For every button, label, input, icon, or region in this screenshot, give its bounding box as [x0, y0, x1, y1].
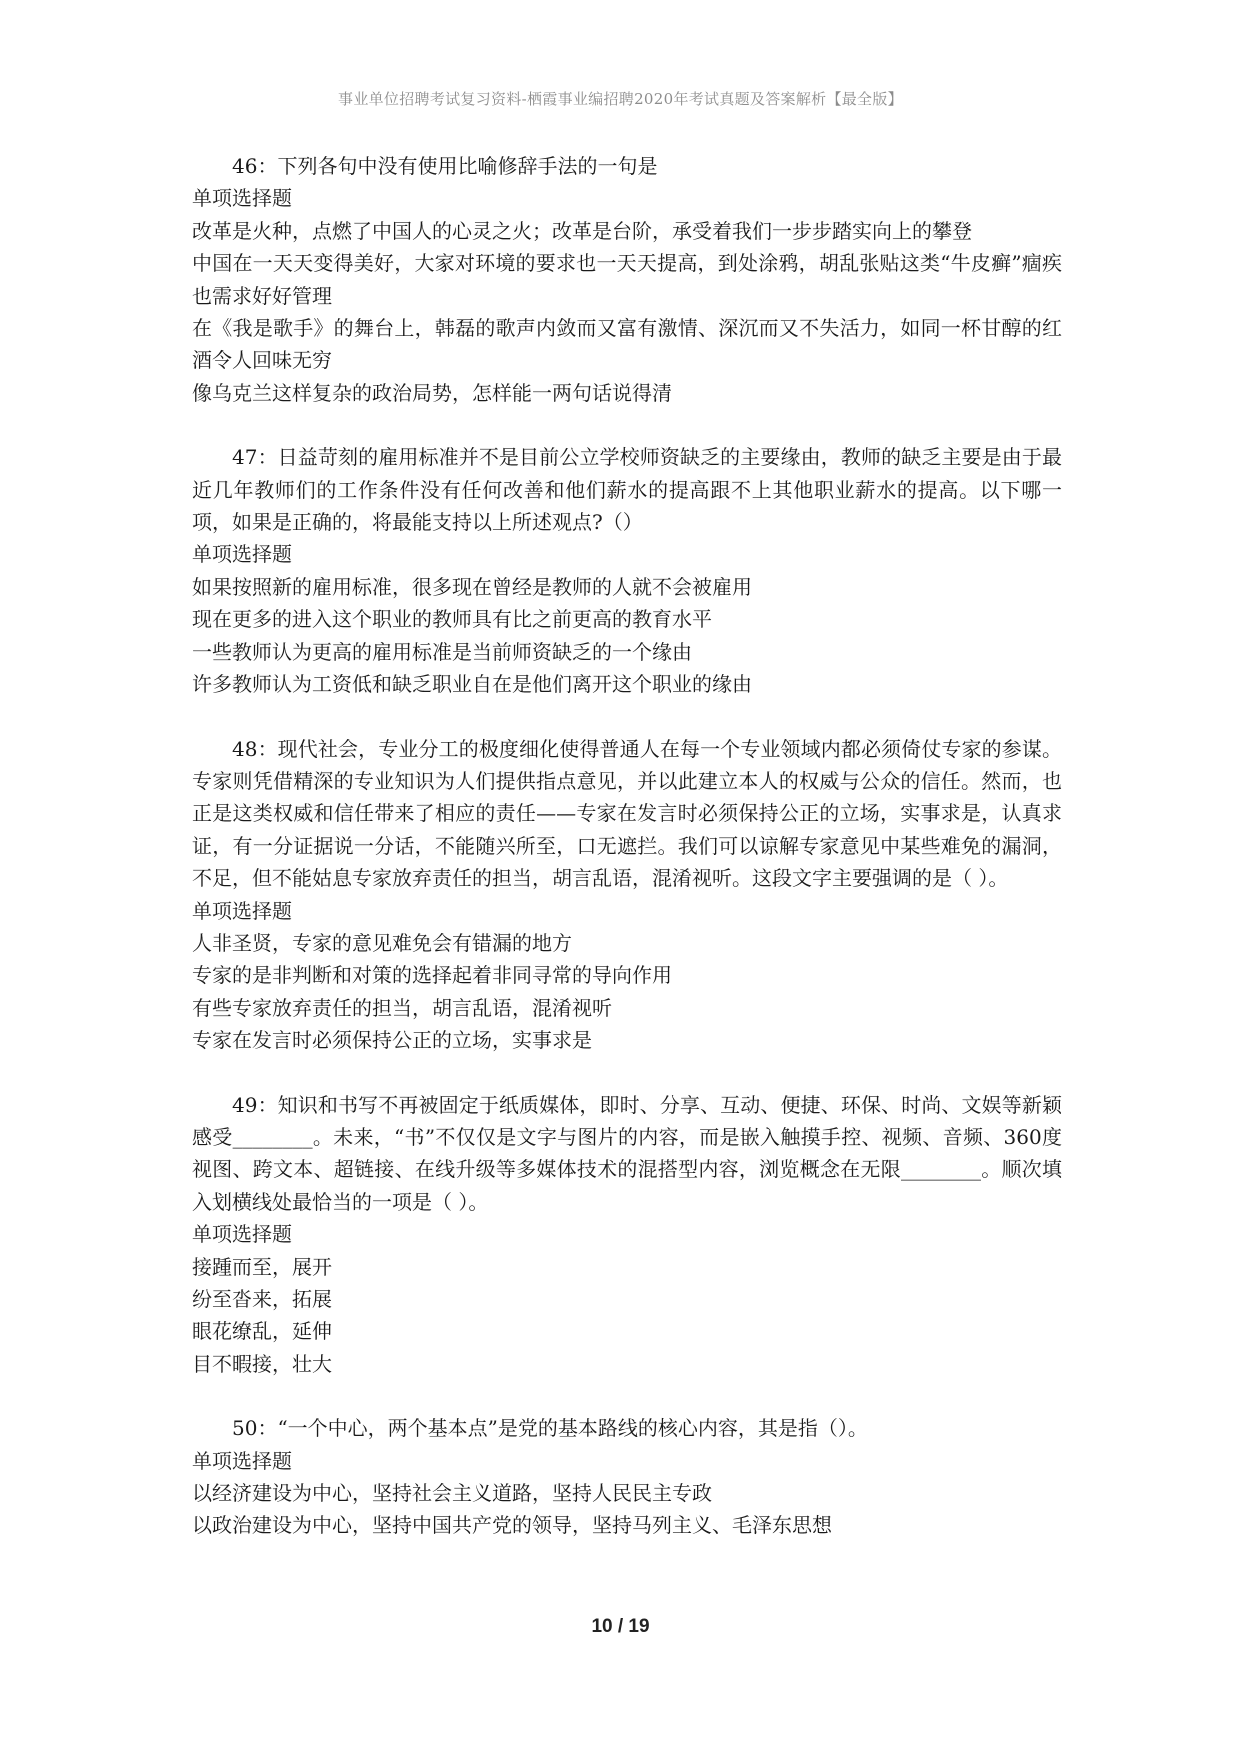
- option: 如果按照新的雇用标准，很多现在曾经是教师的人就不会被雇用: [192, 574, 752, 599]
- question-49: [192, 1089, 1062, 1381]
- option: 目不暇接，壮大: [192, 1351, 332, 1376]
- question-type: 单项选择题: [192, 1448, 292, 1473]
- question-48: [192, 733, 1062, 1057]
- option: 眼花缭乱，延伸: [192, 1319, 332, 1344]
- question-stem: 46：下列各句中没有使用比喻修辞手法的一句是: [232, 154, 658, 178]
- option: 人非圣贤，专家的意见难免会有错漏的地方: [192, 930, 572, 955]
- question-stem: 50：“一个中心，两个基本点”是党的基本路线的核心内容，其是指（）。: [232, 1416, 868, 1441]
- option: 在《我是歌手》的舞台上，韩磊的歌声内敛而又富有激情、深沉而又不失活力，如同一杯甘醇的红酒令人回味无穷: [192, 316, 1062, 373]
- question-type: 单项选择题: [192, 898, 292, 923]
- question-stem: 47：日益苛刻的雇用标准并不是目前公立学校师资缺乏的主要缘由，教师的缺乏主要是由于最近几年教师们的工作条件没有任何改善和他们薪水的提高跟不上其他职业薪水的提高。以下哪一项，如果是正确的，将最能支持以上所述观点?（）: [192, 445, 1062, 535]
- option: 像乌克兰这样复杂的政治局势，怎样能一两句话说得清: [192, 380, 672, 405]
- question-stem: 49：知识和书写不再被固定于纸质媒体，即时、分享、互动、便捷、环保、时尚、文娱等新颖感受________。未来，“书”不仅仅是文字与图片的内容，而是嵌入触摸手控、视频、音频、360度视图、跨文本、超链接、在线升级等多媒体技术的混搭型内容，浏览概念在无限________。顺次填入划横线处最恰当的一项是（ ）。: [192, 1092, 1062, 1214]
- question-stem: 48：现代社会，专业分工的极度细化使得普通人在每一个专业领域内都必须倚仗专家的参谋。专家则凭借精深的专业知识为人们提供指点意见，并以此建立本人的权威与公众的信任。然而，也正是这类权威和信任带来了相应的责任——专家在发言时必须保持公正的立场，实事求是，认真求证，有一分证据说一分话，不能随兴所至，口无遮拦。我们可以谅解专家意见中某些难免的漏洞，不足，但不能姑息专家放弃责任的担当，胡言乱语，混淆视听。这段文字主要强调的是（ ）。: [192, 736, 1062, 891]
- page-content: [192, 150, 1062, 1574]
- option: 中国在一天天变得美好，大家对环境的要求也一天天提高，到处涂鸦，胡乱张贴这类“牛皮癣”痼疾也需求好好管理: [192, 251, 1062, 308]
- option: 许多教师认为工资低和缺乏职业自在是他们离开这个职业的缘由: [192, 672, 752, 697]
- question-50: [192, 1412, 1062, 1542]
- question-46: [192, 150, 1062, 409]
- page-header: 事业单位招聘考试复习资料-栖霞事业编招聘2020年考试真题及答案解析【最全版】: [338, 90, 903, 108]
- option: 专家在发言时必须保持公正的立场，实事求是: [192, 1028, 592, 1053]
- option: 专家的是非判断和对策的选择起着非同寻常的导向作用: [192, 963, 672, 988]
- option: 一些教师认为更高的雇用标准是当前师资缺乏的一个缘由: [192, 639, 692, 664]
- question-type: 单项选择题: [192, 542, 292, 567]
- option: 现在更多的进入这个职业的教师具有比之前更高的教育水平: [192, 607, 712, 632]
- option: 以经济建设为中心，坚持社会主义道路，坚持人民民主专政: [192, 1481, 712, 1506]
- option: 以政治建设为中心，坚持中国共产党的领导，坚持马列主义、毛泽东思想: [192, 1513, 832, 1538]
- option: 纷至沓来，拓展: [192, 1287, 332, 1311]
- question-47: [192, 441, 1062, 700]
- page-number: 10 / 19: [591, 1616, 650, 1637]
- option: 有些专家放弃责任的担当，胡言乱语，混淆视听: [192, 995, 612, 1020]
- question-type: 单项选择题: [192, 1222, 292, 1247]
- option: 接踵而至，展开: [192, 1254, 332, 1279]
- option: 改革是火种，点燃了中国人的心灵之火；改革是台阶，承受着我们一步步踏实向上的攀登: [192, 218, 972, 243]
- question-type: 单项选择题: [192, 186, 292, 211]
